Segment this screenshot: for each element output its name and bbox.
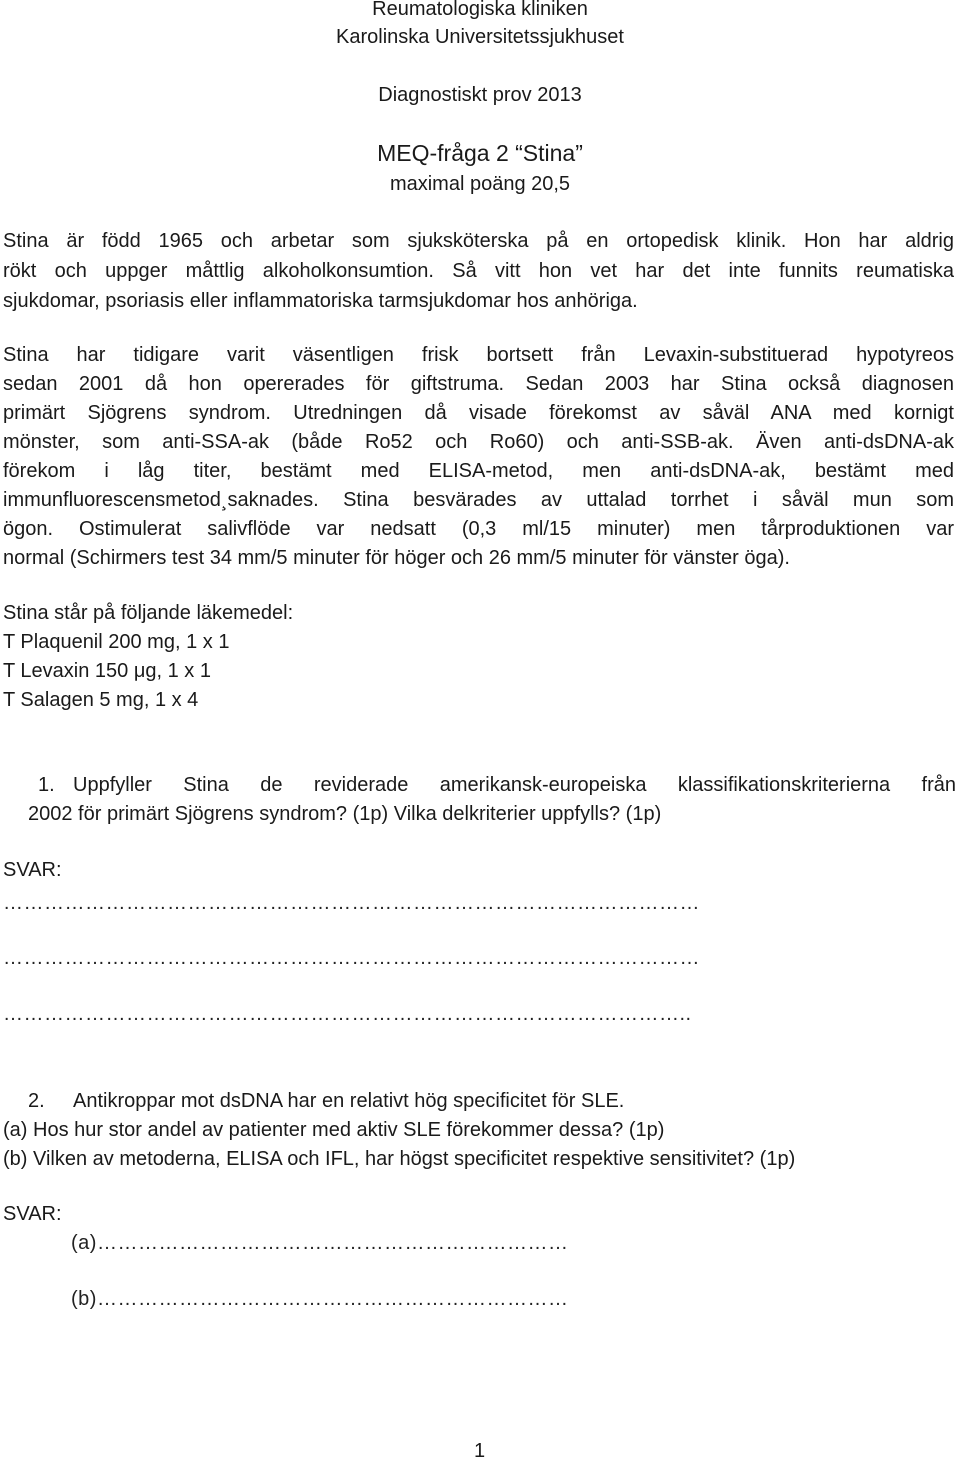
question-1-line-1: Uppfyller Stina de reviderade amerikansk-europeiska klassifikationskriterierna från	[73, 774, 956, 796]
question-2-answer-a[interactable]: (a)……………………………………………………………	[71, 1232, 569, 1254]
max-points: maximal poäng 20,5	[389, 173, 571, 195]
medication-item-2: T Levaxin 150 μg, 1 x 1	[3, 660, 211, 682]
history-line-3: primärt Sjögrens syndrom. Utredningen då visade förekomst av såväl ANA med kornigt	[3, 402, 954, 424]
question-1-number: 1.	[38, 774, 55, 796]
history-line-1: Stina har tidigare varit väsentligen frisk bortsett från Levaxin-substituerad hypotyreos	[3, 344, 954, 366]
question-2-line-1: Antikroppar mot dsDNA har en relativt hög specificitet för SLE.	[73, 1090, 625, 1112]
hospital-name: Karolinska Universitetssjukhuset	[336, 26, 624, 48]
history-line-7: ögon. Ostimulerat salivflöde var nedsatt (0,3 ml/15 minuter) men tårproduktionen var	[3, 518, 954, 540]
question-2-number: 2.	[28, 1090, 45, 1112]
question-1-answer-line-3[interactable]: ………………………………………………………………………………………..	[3, 1003, 692, 1025]
history-line-4: mönster, som anti-SSA-ak (både Ro52 och Ro60) och anti-SSB-ak. Även anti-dsDNA-ak	[3, 431, 954, 453]
exam-title: Diagnostiskt prov 2013	[378, 84, 582, 106]
question-1-line-2: 2002 för primärt Sjögrens syndrom? (1p) Vilka delkriterier uppfylls? (1p)	[28, 803, 662, 825]
intro-line-3: sjukdomar, psoriasis eller inflammatoriska tarmsjukdomar hos anhöriga.	[3, 290, 638, 312]
history-line-8: normal (Schirmers test 34 mm/5 minuter för höger och 26 mm/5 minuter för vänster öga).	[3, 547, 790, 569]
history-line-5: förekom i låg titer, bestämt med ELISA-metod, men anti-dsDNA-ak, bestämt med	[3, 460, 954, 482]
page-number: 1	[474, 1440, 486, 1462]
medications-heading: Stina står på följande läkemedel:	[3, 602, 294, 624]
intro-line-2: rökt och uppger måttlig alkoholkonsumtion. Så vitt hon vet har det inte funnits reumatiska	[3, 260, 954, 282]
question-1-answer-line-1[interactable]: …………………………………………………………………………………………	[3, 892, 700, 914]
medication-item-3: T Salagen 5 mg, 1 x 4	[3, 689, 199, 711]
history-line-6: immunfluorescensmetod¸saknades. Stina besvärades av uttalad torrhet i såväl mun som	[3, 489, 954, 511]
question-2-answer-b[interactable]: (b)……………………………………………………………	[71, 1288, 569, 1310]
clinic-name: Reumatologiska kliniken	[372, 0, 588, 20]
history-line-2: sedan 2001 då hon opererades för giftstruma. Sedan 2003 har Stina också diagnosen	[3, 373, 954, 395]
question-title: MEQ-fråga 2 “Stina”	[377, 140, 583, 166]
question-2-part-a: (a) Hos hur stor andel av patienter med aktiv SLE förekommer dessa? (1p)	[3, 1119, 665, 1141]
question-1-answer-label: SVAR:	[3, 859, 62, 881]
medication-item-1: T Plaquenil 200 mg, 1 x 1	[3, 631, 230, 653]
question-1-answer-line-2[interactable]: …………………………………………………………………………………………	[3, 947, 700, 969]
intro-line-1: Stina är född 1965 och arbetar som sjuksköterska på en ortopedisk klinik. Hon har aldrig	[3, 230, 954, 252]
question-2-answer-label: SVAR:	[3, 1203, 62, 1225]
question-2-part-b: (b) Vilken av metoderna, ELISA och IFL, har högst specificitet respektive sensitivitet? (1p)	[3, 1148, 796, 1170]
